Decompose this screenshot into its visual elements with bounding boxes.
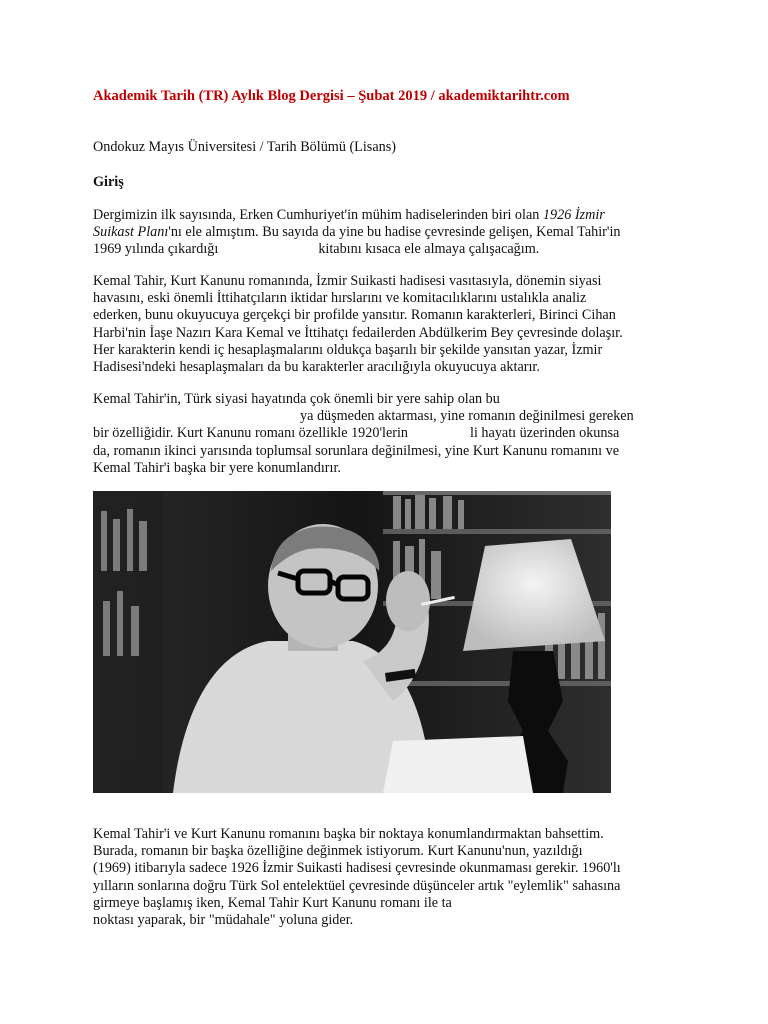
- p3-line: da, romanın ikinci yarısında toplumsal sorunlara değinilmesi, yine Kurt Kanunu romanını ve: [93, 442, 620, 459]
- p1-italic-title: 1926 İzmir: [542, 207, 605, 223]
- p3-line: li hayatı üzerinden okunsa: [470, 425, 620, 442]
- paragraph-1: [93, 207, 678, 259]
- p4-line: (1969) itibarıyla sadece 1926 İzmir Suikasti hadisesi çevresinde okunmaması gerekir. 1960'lı: [93, 860, 621, 877]
- p1-italic-title-cont: Suikast Planı: [93, 224, 169, 241]
- p1-text: 'nı ele almıştım. Bu sayıda da yine bu hadise çevresinde gelişen, Kemal Tahir'in: [168, 224, 621, 241]
- p4-line: yılların sonlarına doğru Türk Sol entelektüel çevresinde düşünceler artık "eylemlik" sahasına: [93, 877, 621, 894]
- p4-line: Kemal Tahir'i ve Kurt Kanunu romanını başka bir noktaya konumlandırmaktan bahsettim.: [93, 826, 604, 842]
- p1-text: Dergimizin ilk sayısında, Erken Cumhuriyet'in mühim hadiselerinden biri olan: [93, 207, 543, 223]
- p3-line: Kemal Tahir'in, Türk siyasi hayatında çok önemli bir yere sahip olan bu: [93, 391, 500, 407]
- journal-header: Akademik Tarih (TR) Aylık Blog Dergisi – Şubat 2019 / akademiktarihtr.com: [93, 88, 570, 104]
- p3-line: bir özelliğidir. Kurt Kanunu romanı özellikle 1920'lerin: [93, 425, 408, 442]
- author-photo: [93, 491, 611, 793]
- paragraph-2: [93, 273, 678, 376]
- p2-line: havasını, eski önemli İttihatçıların iktidar hırslarını ve komitacılıklarını ustalıkla analiz: [93, 290, 587, 307]
- p3-line: Kemal Tahir'i başka bir yere konumlandırır.: [93, 459, 341, 476]
- p1-text: kitabını kısaca ele almaya çalışacağım.: [318, 241, 540, 258]
- p4-line: Burada, romanın bir başka özelliğine değinmek istiyorum. Kurt Kanunu'nun, yazıldığı: [93, 843, 583, 860]
- affiliation: Ondokuz Mayıs Üniversitesi / Tarih Bölümü (Lisans): [93, 139, 396, 155]
- p2-line: Her karakterin kendi iç hesaplaşmalarını oldukça başarılı bir şekilde yansıtan yazar, İzmir: [93, 341, 603, 358]
- p1-text: 1969 yılında çıkardığı: [93, 241, 219, 258]
- p2-line: Kemal Tahir, Kurt Kanunu romanında, İzmir Suikasti hadisesi vasıtasıyla, dönemin siyasi: [93, 273, 602, 289]
- p2-line: ederken, bunu okuyucuya gerçekçi bir profilde yansıtır. Romanın karakterleri, Birinci Cihan: [93, 307, 616, 324]
- p3-line: ya düşmeden aktarması, yine romanın değinilmesi gereken: [300, 408, 634, 425]
- p2-line: Hadisesi'ndeki hesaplaşmaları da bu karakterler aracılığıyla okuyucuya aktarır.: [93, 359, 540, 376]
- section-title: Giriş: [93, 174, 124, 190]
- p4-line: girmeye başlamış iken, Kemal Tahir Kurt Kanunu romanı ile ta: [93, 894, 452, 911]
- paragraph-3: [93, 391, 678, 477]
- p2-line: Harbi'nin İaşe Nazırı Kara Kemal ve İttihatçı fedailerden Abdülkerim Bey çevresinde dolaşır.: [93, 324, 623, 341]
- p4-line: noktası yaparak, bir "müdahale" yoluna gider.: [93, 912, 354, 929]
- paragraph-4: [93, 826, 678, 929]
